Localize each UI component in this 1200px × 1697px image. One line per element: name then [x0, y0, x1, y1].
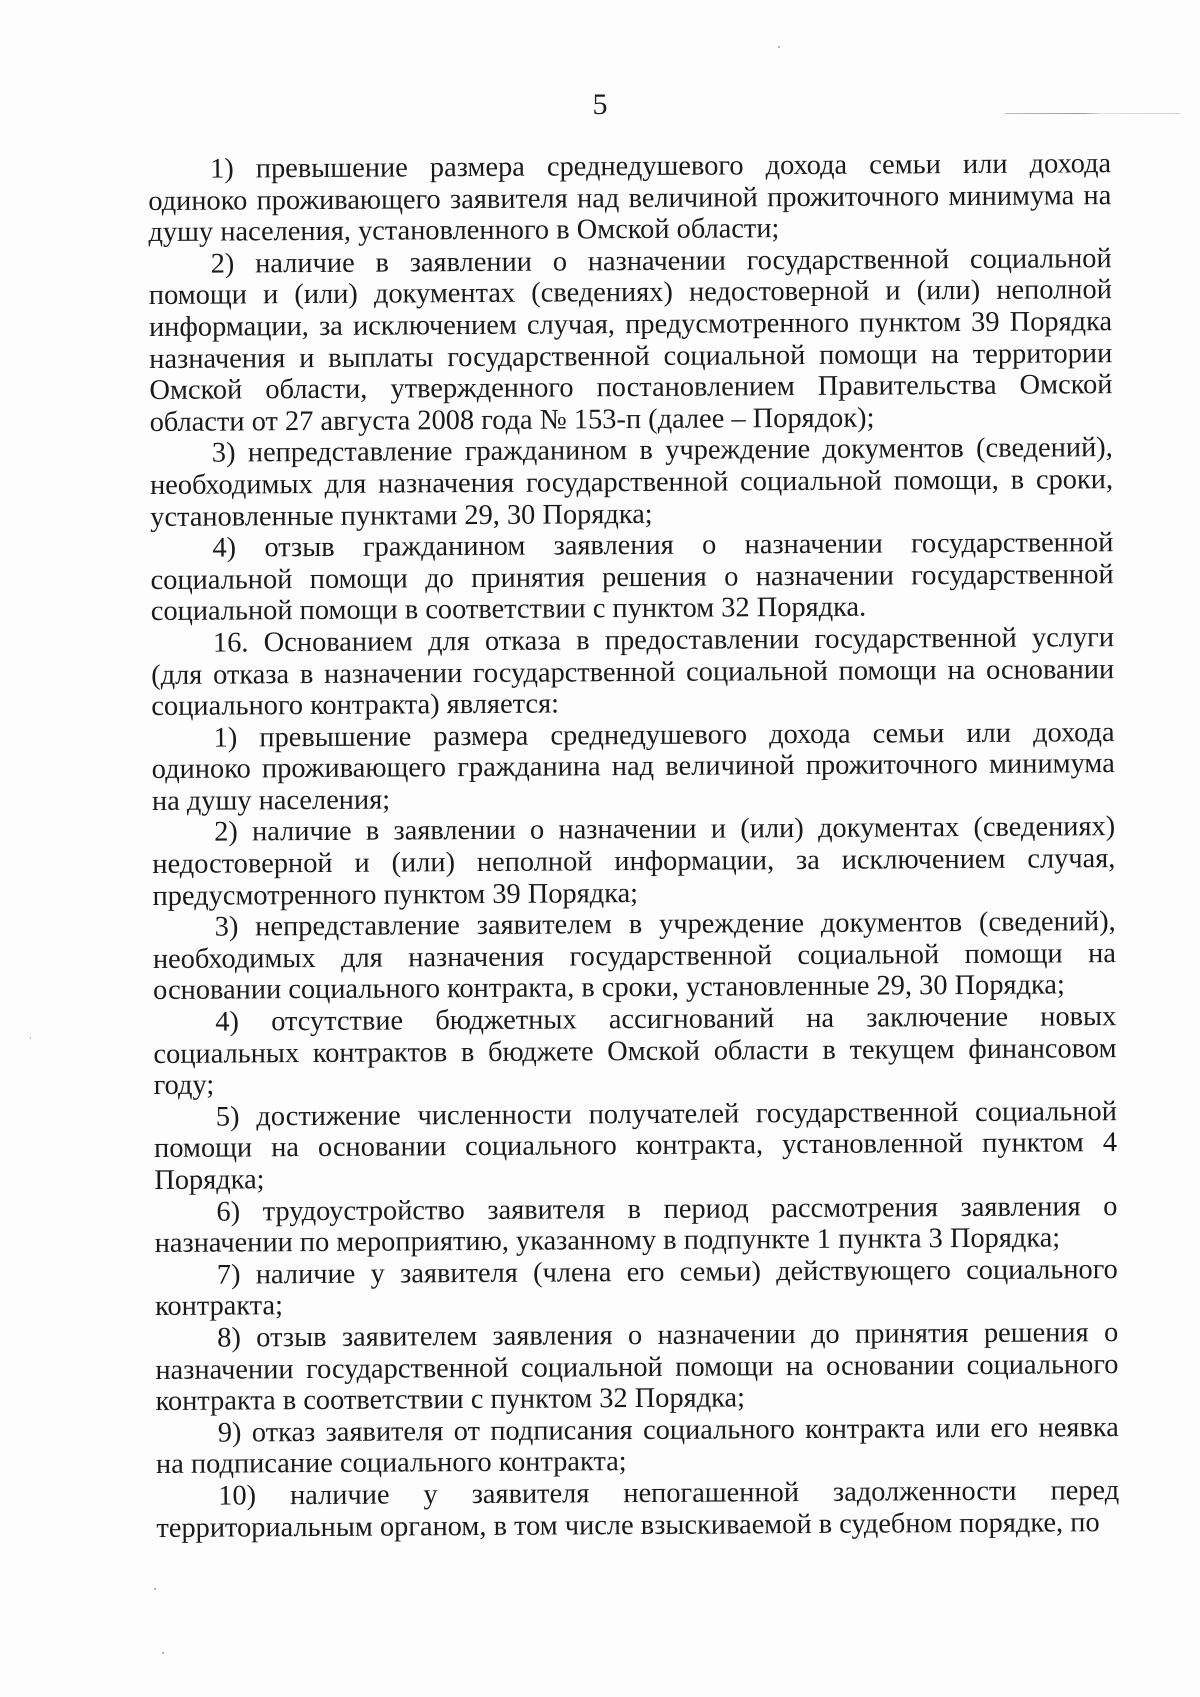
clause-16-item-3: 3) непредставление заявителем в учреждение документов (сведений), необходимых для назначения государственной социальной помощи на основании социального контракта, в сроки, установленные 29, 30 Порядка;	[152, 906, 1116, 1007]
clause-16-item-4: 4) отсутствие бюджетных ассигнований на заключение новых социальных контрактов в бюджете Омской области в текущем финансовом году;	[153, 1001, 1117, 1102]
scan-speck	[154, 1588, 156, 1590]
document-body	[148, 148, 1119, 1544]
paragraph-15-item-4: 4) отзыв гражданином заявления о назначении государственной социальной помощи до принятия решения о назначении государственной социальной помощи в соответствии с пунктом 32 Порядка.	[150, 527, 1114, 628]
clause-16-item-8: 8) отзыв заявителем заявления о назначении до принятия решения о назначении государственной социальной помощи на основании социального контракта в соответствии с пунктом 32 Порядка;	[155, 1317, 1119, 1418]
header-rule	[1005, 113, 1180, 114]
clause-16-item-7: 7) наличие у заявителя (члена его семьи) действующего социального контракта;	[154, 1253, 1118, 1323]
clause-16-item-6: 6) трудоустройство заявителя в период рассмотрения заявления о назначении по мероприятию, указанному в подпункте 1 пункта 3 Порядка;	[154, 1190, 1118, 1260]
scan-speck	[778, 46, 780, 48]
clause-16-item-1: 1) превышение размера среднедушевого дохода семьи или дохода одиноко проживающего гражданина над величиной прожиточного минимума на душу населения;	[151, 716, 1115, 817]
clause-16-item-10: 10) наличие у заявителя непогашенной задолженности перед территориальным органом, в том числе взыскиваемой в судебном порядке, по	[156, 1475, 1120, 1544]
clause-16-heading: 16. Основанием для отказа в предоставлении государственной услуги (для отказа в назначении государственной социальной помощи на основании социального контракта) является:	[151, 622, 1115, 723]
clause-16-item-9: 9) отказ заявителя от подписания социального контракта или его неявка на подписание социального контракта;	[155, 1411, 1119, 1481]
scan-speck	[30, 1037, 31, 1039]
paragraph-15-item-3: 3) непредставление гражданином в учреждение документов (сведений), необходимых для назначения государственной социальной помощи, в сроки, установленные пунктами 29, 30 Порядка;	[149, 432, 1114, 533]
paragraph-15-item-2: 2) наличие в заявлении о назначении государственной социальной помощи и (или) документах (сведениях) недостоверной и (или) неполной информации, за исключением случая, предусмотренного пунктом 39 Порядка назначения и выплаты государственной социальной помощи на территории Омской области, утвержденного постановлением Правительства Омской области от 27 августа 2008 года № 153-п (далее – Порядок);	[148, 242, 1113, 438]
page-number: 5	[592, 88, 608, 121]
clause-16-item-5: 5) достижение численности получателей государственной социальной помощи на основании социального контракта, установленной пунктом 4 Порядка;	[153, 1095, 1118, 1196]
scan-speck	[162, 1652, 164, 1654]
paragraph-15-item-1: 1) превышение размера среднедушевого дохода семьи или дохода одиноко проживающего заявителя над величиной прожиточного минимума на душу населения, установленного в Омской области;	[148, 148, 1112, 249]
clause-16-item-2: 2) наличие в заявлении о назначении и (или) документах (сведениях) недостоверной и (или) неполной информации, за исключением случая, предусмотренного пунктом 39 Порядка;	[152, 811, 1116, 912]
